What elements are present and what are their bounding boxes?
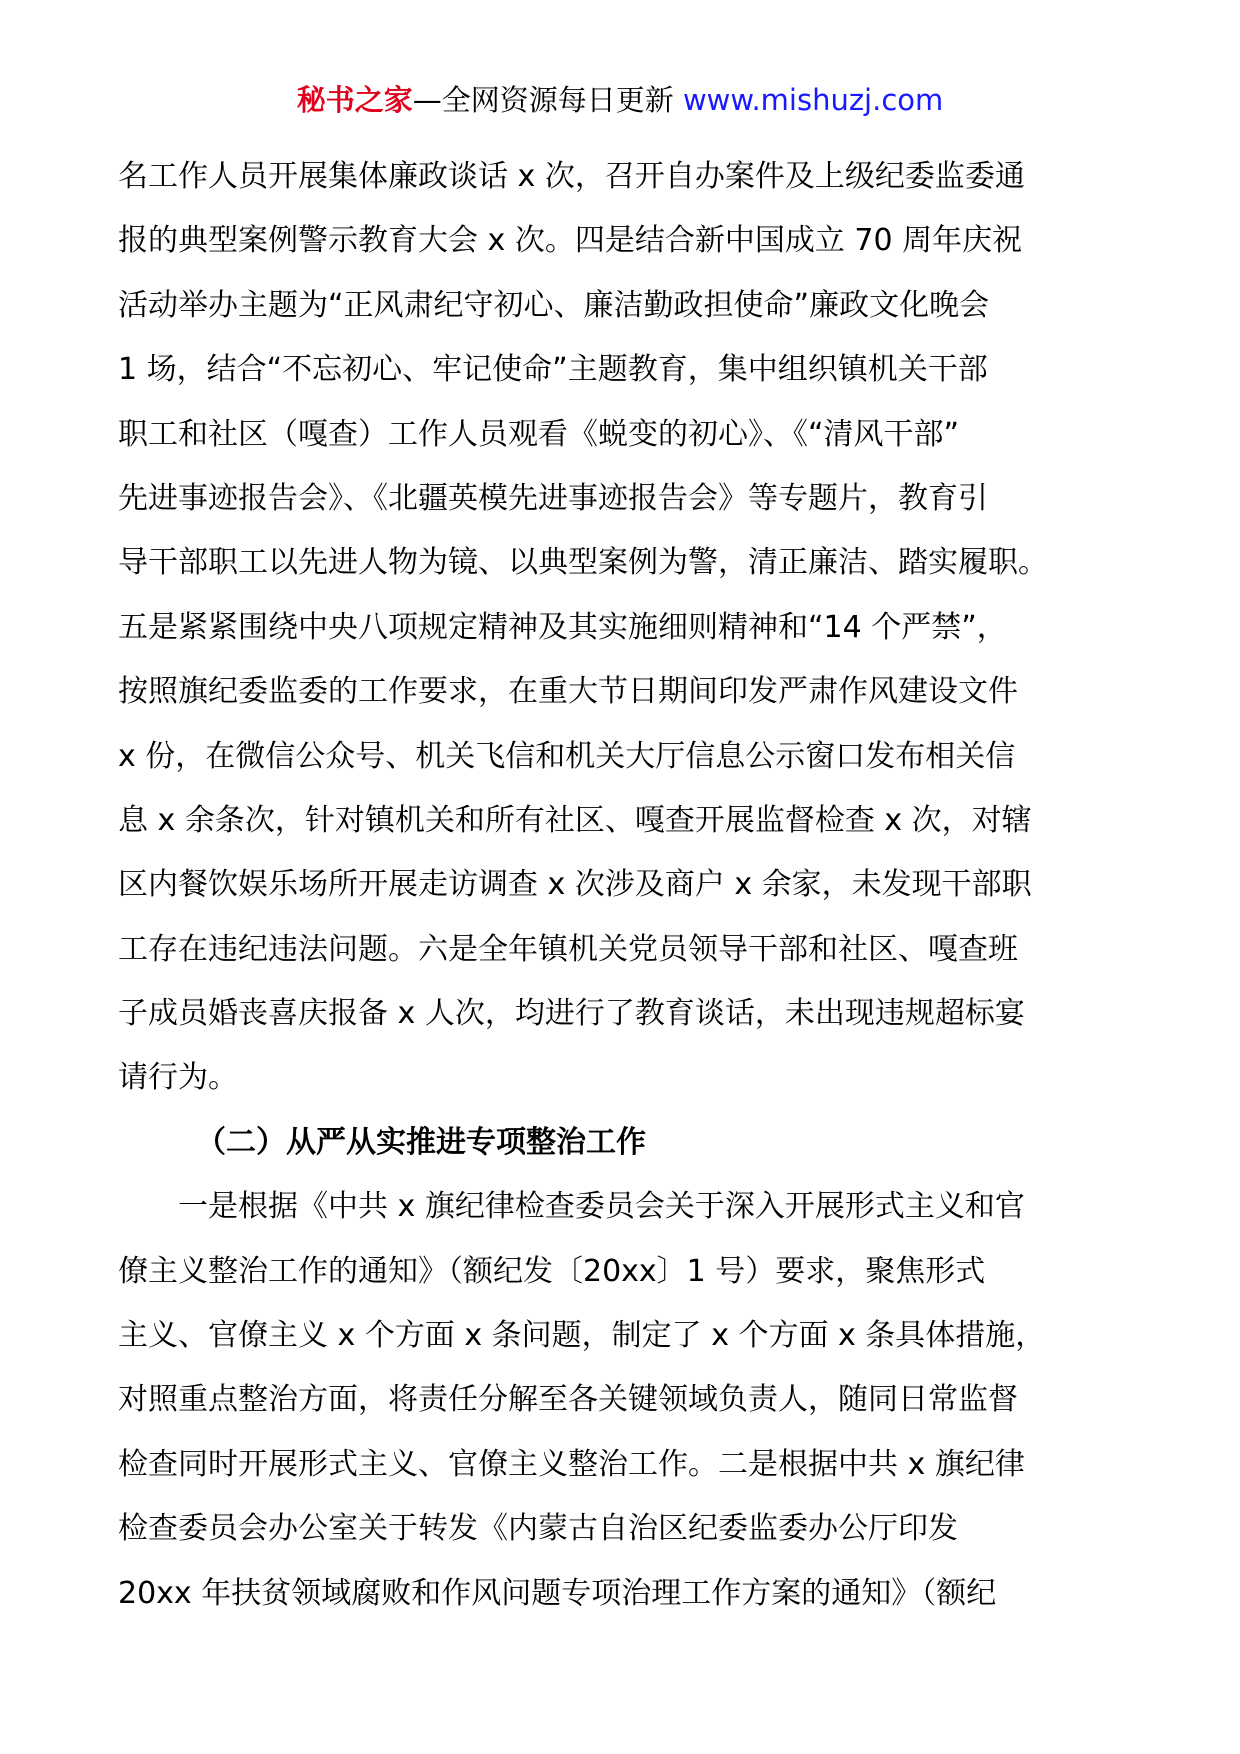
paragraph-line: 一是根据《中共 x 旗纪律检查委员会关于深入开展形式主义和官 — [118, 1189, 1025, 1225]
paragraph-line: 名工作人员开展集体廉政谈话 x 次，召开自办案件及上级纪委监委通 — [118, 159, 1025, 194]
paragraph-line: 僚主义整治工作的通知》（额纪发〔20xx〕1 号）要求，聚焦形式 — [118, 1253, 986, 1289]
brand-name: 秘书之家 — [296, 83, 413, 117]
paragraph-line: 息 x 余条次，针对镇机关和所有社区、嘎查开展监督检查 x 次，对辖 — [118, 802, 1032, 838]
paragraph-line: 检查同时开展形式主义、官僚主义整治工作。二是根据中共 x 旗纪律 — [118, 1446, 1025, 1482]
site-header — [0, 80, 1240, 120]
paragraph-line: 主义、官僚主义 x 个方面 x 条问题，制定了 x 个方面 x 条具体措施， — [118, 1318, 1046, 1354]
paragraph-line: 活动举办主题为“正风肃纪守初心、廉洁勤政担使命”廉政文化晚会 — [118, 287, 990, 323]
header-tagline: —全网资源每日更新 — [412, 83, 683, 117]
paragraph-line: 对照重点整治方面，将责任分解至各关键领域负责人，随同日常监督 — [118, 1382, 1018, 1418]
paragraph-line: 五是紧紧围绕中央八项规定精神及其实施细则精神和“14 个严禁”， — [118, 609, 1007, 645]
paragraph-line: 1 场，结合“不忘初心、牢记使命”主题教育，集中组织镇机关干部 — [118, 352, 988, 388]
paragraph-line: 区内餐饮娱乐场所开展走访调查 x 次涉及商户 x 余家，未发现干部职 — [118, 867, 1032, 903]
paragraph-line: 工存在违纪违法问题。六是全年镇机关党员领导干部和社区、嘎查班 — [118, 931, 1018, 967]
paragraph-line: 报的典型案例警示教育大会 x 次。四是结合新中国成立 70 周年庆祝 — [118, 223, 1023, 259]
section-heading: （二）从严从实推进专项整治工作 — [196, 1124, 646, 1160]
paragraph-line: 子成员婚丧喜庆报备 x 人次，均进行了教育谈话，未出现违规超标宴 — [118, 996, 1025, 1032]
paragraph-line: 按照旗纪委监委的工作要求，在重大节日期间印发严肃作风建设文件 — [118, 674, 1018, 710]
paragraph-line: 导干部职工以先进人物为镜、以典型案例为警，清正廉洁、踏实履职。 — [118, 545, 1048, 581]
paragraph-line: 请行为。 — [118, 1060, 238, 1096]
paragraph-line: 检查委员会办公室关于转发《内蒙古自治区纪委监委办公厅印发 — [118, 1511, 958, 1547]
paragraph-line: x 份，在微信公众号、机关飞信和机关大厅信息公示窗口发布相关信 — [118, 738, 1016, 774]
paragraph-line: 职工和社区（嘎查）工作人员观看《蜕变的初心》、《“清风干部” — [118, 416, 960, 452]
document-body — [118, 145, 1128, 1626]
site-url-link[interactable]: www.mishuzj.com — [682, 83, 944, 117]
paragraph-line: 20xx 年扶贫领域腐败和作风问题专项治理工作方案的通知》（额纪 — [118, 1575, 997, 1611]
paragraph-line: 先进事迹报告会》、《北疆英模先进事迹报告会》等专题片，教育引 — [118, 480, 988, 516]
